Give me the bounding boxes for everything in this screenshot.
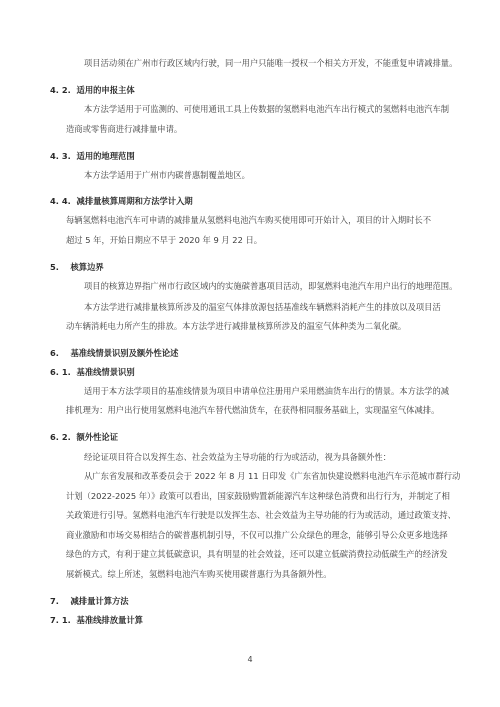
section-heading-4-4: 4. 4. 减排量核算周期和方法学计入期 bbox=[50, 196, 193, 206]
body-text: 动车辆消耗电力所产生的排放。本方法学进行减排量核算所涉及的温室气体种类为二氧化碳。 bbox=[66, 321, 407, 331]
section-heading-6: 6. 基准线情景识别及额外性论述 bbox=[50, 348, 179, 358]
body-text: 项目活动须在广州市行政区域内行驶，同一用户只能唯一授权一个相关方开发，不能重复申请减排量。 bbox=[84, 58, 458, 68]
body-text: 本方法学适用于广州市内碳普惠制覆盖地区。 bbox=[84, 170, 250, 180]
body-text: 造商或零售商进行减排量申请。 bbox=[66, 124, 183, 134]
body-text: 项目的核算边界指广州市行政区域内的实施碳普惠项目活动，即氢燃料电池汽车用户出行的地理范围。 bbox=[84, 281, 458, 291]
body-text: 商业激励和市场交易相结合的碳普惠机制引导，不仅可以推广公众绿色的理念，能够引导公众更多地选择 bbox=[66, 530, 448, 540]
body-text: 展新模式。综上所述，氢燃料电池汽车购买使用碳普惠行为具备额外性。 bbox=[66, 569, 332, 579]
page-number: 4 bbox=[247, 655, 253, 664]
section-heading-7-1: 7. 1. 基准线排放量计算 bbox=[50, 615, 143, 625]
body-text: 每辆氢燃料电池汽车可申请的减排量从氢燃料电池汽车购买使用即可开始计入，项目的计入期时长不 bbox=[66, 215, 432, 225]
section-heading-4-2: 4. 2. 适用的申报主体 bbox=[50, 85, 135, 95]
body-text: 排机理为：用户出行使用氢燃料电池汽车替代燃油货车，在获得相同服务基础上，实现温室气体减排。 bbox=[66, 405, 440, 415]
body-text: 计划（2022-2025 年）》政策可以看出，国家鼓励购置新能源汽车这种绿色消费和出行行为，并制定了相 bbox=[66, 491, 450, 501]
body-text: 超过 5 年，开始日期应不早于 2020 年 9 月 22 日。 bbox=[66, 235, 263, 245]
section-heading-6-2: 6. 2. 额外性论证 bbox=[50, 432, 119, 442]
body-text: 本方法学适用于可监测的、可使用通讯工具上传数据的氢燃料电池汽车出行模式的氢燃料电池汽车制 bbox=[84, 104, 450, 114]
body-text: 关政策进行引导。氢燃料电池汽车行驶是以发挥生态、社会效益为主导功能的行为或活动，通过政策支持、 bbox=[66, 510, 456, 520]
section-heading-6-1: 6. 1. 基准线情景识别 bbox=[50, 367, 135, 377]
body-text: 本方法学进行减排量核算所涉及的温室气体排放源包括基准线车辆燃料消耗产生的排放以及项目活 bbox=[84, 302, 441, 312]
body-text: 适用于本方法学项目的基准线情景为项目申请单位注册用户采用燃油货车出行的情景。本方法学的减 bbox=[84, 386, 450, 396]
section-heading-7: 7. 减排量计算方法 bbox=[50, 596, 129, 606]
section-heading-4-3: 4. 3. 适用的地理范围 bbox=[50, 151, 135, 161]
body-text: 从广东省发展和改革委员会于 2022 年 8 月 11 日印发《广东省加快建设燃料电池汽车示范城市群行动 bbox=[84, 471, 461, 481]
section-heading-5: 5. 核算边界 bbox=[50, 262, 104, 272]
body-text: 绿色的方式，有利于建立其低碳意识，具有明显的社会效益，还可以建立低碳消费拉动低碳生产的经济发 bbox=[66, 549, 448, 559]
body-text: 经论证项目符合以发挥生态、社会效益为主导功能的行为或活动，视为具备额外性： bbox=[84, 452, 391, 462]
